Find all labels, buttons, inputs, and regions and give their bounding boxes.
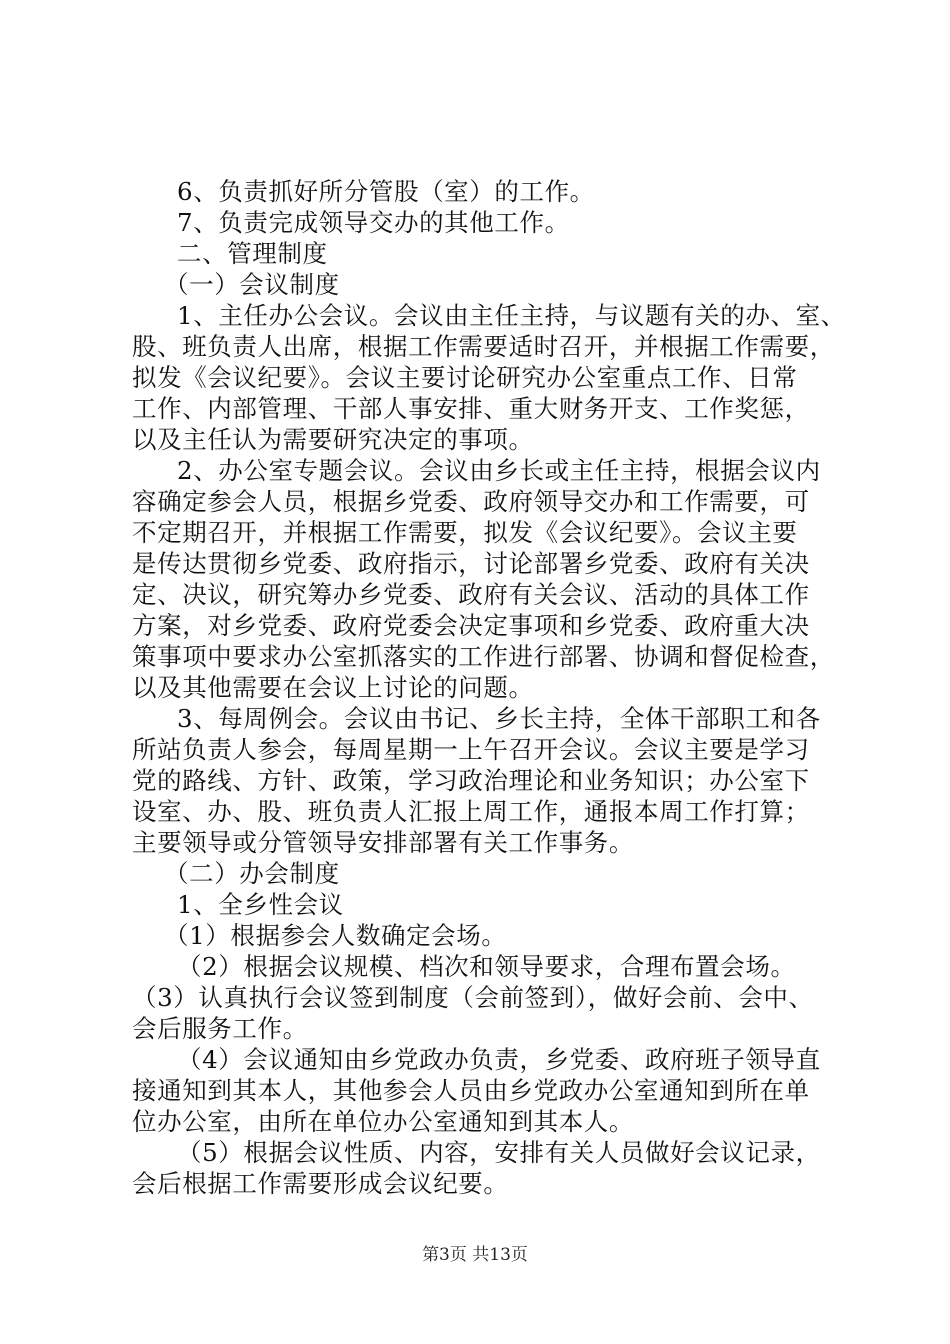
text-line: （2）根据会议规模、档次和领导要求，合理布置会场。 xyxy=(177,952,796,981)
text-line: 主要领导或分管领导安排部署有关工作事务。 xyxy=(132,828,634,857)
text-line: 方案，对乡党委、政府党委会决定事项和乡党委、政府重大决 xyxy=(132,611,810,640)
text-line: 6、负责抓好所分管股（室）的工作。 xyxy=(177,177,595,206)
text-line: 工作、内部管理、干部人事安排、重大财务开支、工作奖惩， xyxy=(132,394,810,423)
text-line: 策事项中要求办公室抓落实的工作进行部署、协调和督促检查， xyxy=(132,642,835,671)
text-line: 不定期召开，并根据工作需要，拟发《会议纪要》。会议主要 xyxy=(132,518,798,547)
text-line: 以及主任认为需要研究决定的事项。 xyxy=(132,425,534,454)
text-line: 设室、办、股、班负责人汇报上周工作，通报本周工作打算； xyxy=(132,797,810,826)
text-line: 1、全乡性会议 xyxy=(177,890,344,919)
text-line: 拟发《会议纪要》。会议主要讨论研究办公室重点工作、日常 xyxy=(132,363,798,392)
text-line: 接通知到其本人，其他参会人员由乡党政办公室通知到所在单 xyxy=(132,1076,810,1105)
text-line: 3、每周例会。会议由书记、乡长主持，全体干部职工和各 xyxy=(177,704,821,733)
text-line: 以及其他需要在会议上讨论的问题。 xyxy=(132,673,534,702)
text-line: 会后根据工作需要形成会议纪要。 xyxy=(132,1169,509,1198)
text-line: 1、主任办公会议。会议由主任主持，与议题有关的办、室、 xyxy=(177,301,846,330)
text-line: 定、决议，研究筹办乡党委、政府有关会议、活动的具体工作 xyxy=(132,580,810,609)
text-line: 位办公室，由所在单位办公室通知到其本人。 xyxy=(132,1107,634,1136)
text-line: 容确定参会人员，根据乡党委、政府领导交办和工作需要，可 xyxy=(132,487,810,516)
text-line: 所站负责人参会，每周星期一上午召开会议。会议主要是学习 xyxy=(132,735,810,764)
section-heading: 二、管理制度 xyxy=(177,239,328,268)
text-line: （3）认真执行会议签到制度（会前签到），做好会前、会中、 xyxy=(132,983,814,1012)
text-line: 7、负责完成领导交办的其他工作。 xyxy=(177,208,570,237)
text-line: 股、班负责人出席，根据工作需要适时召开，并根据工作需要， xyxy=(132,332,835,361)
subsection-heading: （一）会议制度 xyxy=(164,270,340,299)
text-line: 党的路线、方针、政策，学习政治理论和业务知识；办公室下 xyxy=(132,766,810,795)
text-line: （4）会议通知由乡党政办负责，乡党委、政府班子领导直 xyxy=(177,1045,821,1074)
text-line: （1）根据参会人数确定会场。 xyxy=(164,921,507,950)
text-line: 是传达贯彻乡党委、政府指示，讨论部署乡党委、政府有关决 xyxy=(132,549,810,578)
page-number-footer: 第3页 共13页 xyxy=(422,1245,528,1265)
text-line: （5）根据会议性质、内容，安排有关人员做好会议记录， xyxy=(177,1138,821,1167)
text-line: 会后服务工作。 xyxy=(132,1014,308,1043)
text-line: 2、办公室专题会议。会议由乡长或主任主持，根据会议内 xyxy=(177,456,821,485)
subsection-heading: （二）办会制度 xyxy=(164,859,340,888)
